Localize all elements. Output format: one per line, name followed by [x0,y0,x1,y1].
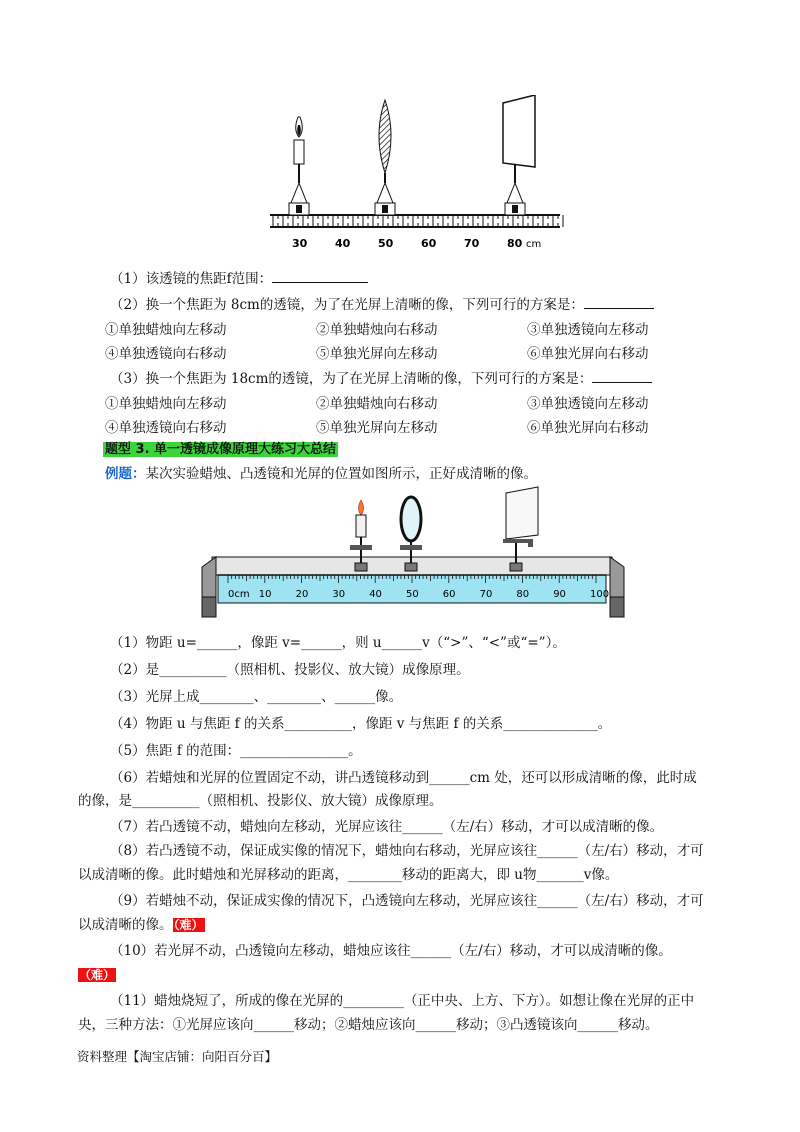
question-10-tag [78,966,116,984]
lens-holder [375,100,395,215]
ruler-label: 10 [258,589,272,600]
ruler-label: 60 [442,589,456,600]
question-2: （2）是__________（照相机、投影仪、放大镜）成像原理。 [110,662,470,678]
ruler-label: 70 [464,237,480,250]
optical-bench-figure-1 [265,95,565,255]
question-focal-range: （1）该透镜的焦距f范围： [110,268,368,288]
question-1: （1）物距 u=______，像距 v=______，则 u______v（“>”、“<”或“=”）。 [110,635,566,651]
question-8-line2: 以成清晰的像。此时蜡烛和光屏移动的距离，________移动的距离大，即 u物_______v像。 [78,867,619,883]
ruler-label: 30 [332,589,346,600]
ruler-label: 90 [553,589,566,600]
option-a2: ②单独蜡烛向右移动 [316,322,438,338]
question-8-line1: （8）若凸透镜不动，保证成实像的情况下，蜡烛向右移动，光屏应该往______（左/右）移动，才可 [110,843,704,859]
ruler-label: 40 [335,237,351,250]
question-3: （3）光屏上成________、________、______像。 [110,689,403,705]
question-9-line2: 以成清晰的像。（难） [78,917,204,933]
question-5: （5）焦距 f 的范围：________________。 [110,743,362,759]
question-7: （7）若凸透镜不动，蜡烛向左移动，光屏应该往______（左/右）移动，才可以成清晰的像。 [110,819,664,835]
option-a5: ⑤单独光屏向左移动 [316,346,438,362]
option-a4: ④单独透镜向右移动 [105,346,227,362]
ruler-label: 40 [369,589,382,600]
question-6-line1: （6）若蜡烛和光屏的位置固定不动，讲凸透镜移动到______cm 处，还可以形成清晰的像，此时成 [110,770,697,786]
ruler-label: 80 [516,589,530,600]
ruler-label: 100 [590,589,610,600]
option-b3: ③单独透镜向左移动 [527,396,649,412]
ruler-label: 30 [292,237,308,250]
section-heading: 题型 3. 单一透镜成像原理大练习大总结 [105,442,337,457]
question-8cm-lens: （2）换一个焦距为 8cm的透镜，为了在光屏上清晰的像，下列可行的方案是： [110,294,654,314]
optical-bench-figure-2 [198,485,628,620]
option-b2: ②单独蜡烛向右移动 [316,396,438,412]
ruler-label: 50 [378,237,394,250]
difficulty-badge: （难） [173,918,204,932]
unit-label: cm [526,239,542,250]
option-a6: ⑥单独光屏向右移动 [527,346,649,362]
option-a3: ③单独透镜向左移动 [527,322,649,338]
ruler-label: 0cm [228,589,250,600]
ruler-label: 70 [479,589,493,600]
question-9-line1: （9）若蜡烛不动，保证成实像的情况下，凸透镜向左移动，光屏应该往______（左/右）移动，才可 [110,893,704,909]
question-11-line1: （11）蜡烛烧短了，所成的像在光屏的_________（正中央、上方、下方）。如想让像在光屏的正中 [110,993,695,1009]
option-b4: ④单独透镜向右移动 [105,420,227,436]
question-10: （10）若光屏不动，凸透镜向左移动，蜡烛应该往______（左/右）移动，才可以成清晰的像。 [110,943,672,959]
question-11-line2: 央，三种方法：①光屏应该向______移动；②蜡烛应该向______移动；③凸透镜该向______移动。 [78,1017,659,1033]
option-b1: ①单独蜡烛向左移动 [105,396,227,412]
ruler-label: 50 [406,589,419,600]
question-18cm-lens: （3）换一个焦距为 18cm的透镜，为了在光屏上清晰的像，下列可行的方案是： [110,368,652,388]
option-a1: ①单独蜡烛向左移动 [105,322,227,338]
ruler-label: 80 [507,237,523,250]
ruler-label: 20 [295,589,309,600]
option-b5: ⑤单独光屏向左移动 [316,420,438,436]
question-6-line2: 的像，是__________（照相机、投影仪、放大镜）成像原理。 [78,793,443,809]
question-4: （4）物距 u 与焦距 f 的关系__________，像距 v 与焦距 f 的关系______________。 [110,716,612,732]
screen-holder [503,95,535,215]
difficulty-badge: （难） [79,968,116,982]
candle-holder [289,117,309,215]
footer-source: 资料整理【淘宝店铺：向阳百分百】 [77,1049,278,1064]
example-intro: 例题：某次实验蜡烛、凸透镜和光屏的位置如图所示，正好成清晰的像。 [105,466,537,482]
option-b6: ⑥单独光屏向右移动 [527,420,649,436]
ruler-label: 60 [421,237,437,250]
